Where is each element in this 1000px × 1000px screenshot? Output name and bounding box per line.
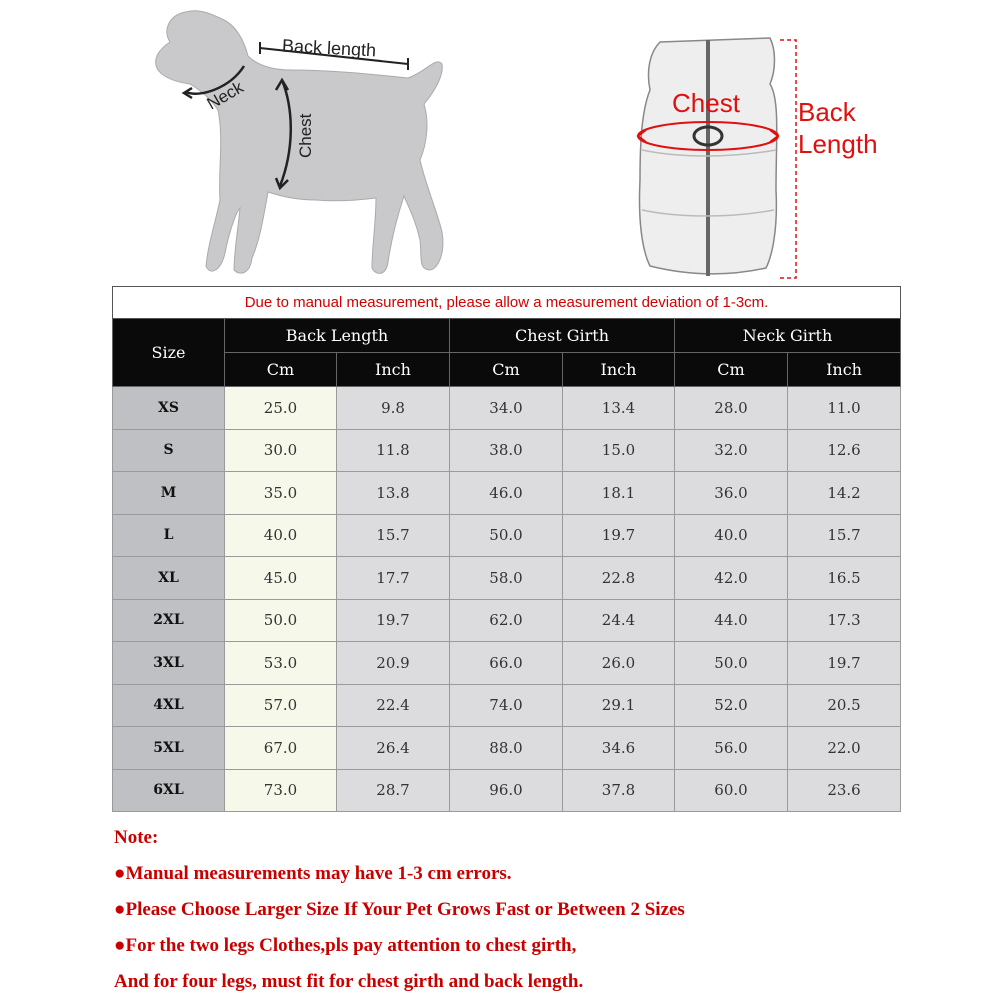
- table-row: [113, 472, 901, 515]
- note-line: And for four legs, must fit for chest girth and back length.: [114, 971, 584, 992]
- value-cell: 45.0: [225, 557, 337, 600]
- value-cell: 15.7: [337, 514, 450, 557]
- size-cell: 2XL: [113, 599, 225, 642]
- measurement-deviation-note: Due to manual measurement, please allow a measurement deviation of 1-3cm.: [113, 287, 901, 319]
- value-cell: 58.0: [450, 557, 563, 600]
- value-cell: 50.0: [675, 642, 788, 685]
- value-cell: 20.5: [788, 684, 901, 727]
- value-cell: 19.7: [563, 514, 675, 557]
- value-cell: 24.4: [563, 599, 675, 642]
- value-cell: 74.0: [450, 684, 563, 727]
- value-cell: 17.3: [788, 599, 901, 642]
- table-row: [113, 684, 901, 727]
- table-row: [113, 727, 901, 770]
- value-cell: 26.4: [337, 727, 450, 770]
- unit-header: Cm: [675, 353, 788, 387]
- value-cell: 52.0: [675, 684, 788, 727]
- unit-header: Inch: [337, 353, 450, 387]
- value-cell: 11.8: [337, 429, 450, 472]
- value-cell: 73.0: [225, 769, 337, 812]
- table-row: [113, 387, 901, 430]
- size-cell: 4XL: [113, 684, 225, 727]
- value-cell: 44.0: [675, 599, 788, 642]
- vest-back-length-line: [780, 40, 796, 278]
- value-cell: 19.7: [337, 599, 450, 642]
- value-cell: 30.0: [225, 429, 337, 472]
- dog-back-length-label: Back length: [281, 35, 377, 61]
- size-header: Size: [113, 319, 225, 387]
- value-cell: 28.0: [675, 387, 788, 430]
- value-cell: 22.8: [563, 557, 675, 600]
- value-cell: 50.0: [225, 599, 337, 642]
- size-cell: XS: [113, 387, 225, 430]
- value-cell: 36.0: [675, 472, 788, 515]
- note-line: ●For the two legs Clothes,pls pay attention to chest girth,: [114, 935, 577, 956]
- value-cell: 57.0: [225, 684, 337, 727]
- value-cell: 60.0: [675, 769, 788, 812]
- value-cell: 46.0: [450, 472, 563, 515]
- size-cell: 6XL: [113, 769, 225, 812]
- neck-girth-header: Neck Girth: [675, 319, 901, 353]
- value-cell: 11.0: [788, 387, 901, 430]
- value-cell: 22.4: [337, 684, 450, 727]
- size-cell: XL: [113, 557, 225, 600]
- unit-header: Inch: [563, 353, 675, 387]
- value-cell: 26.0: [563, 642, 675, 685]
- value-cell: 20.9: [337, 642, 450, 685]
- table-row: [113, 769, 901, 812]
- size-cell: S: [113, 429, 225, 472]
- table-row: [113, 429, 901, 472]
- back-length-header: Back Length: [225, 319, 450, 353]
- vest-back-length-label: [798, 96, 878, 160]
- value-cell: 34.0: [450, 387, 563, 430]
- value-cell: 53.0: [225, 642, 337, 685]
- measurement-illustrations: [0, 0, 1000, 290]
- chest-girth-header: Chest Girth: [450, 319, 675, 353]
- unit-header: Cm: [450, 353, 563, 387]
- table-row: [113, 642, 901, 685]
- note-line: ●Manual measurements may have 1-3 cm errors.: [114, 863, 512, 884]
- value-cell: 67.0: [225, 727, 337, 770]
- value-cell: 28.7: [337, 769, 450, 812]
- vest-back-label-line2: Length: [798, 129, 878, 159]
- table-row: [113, 557, 901, 600]
- value-cell: 37.8: [563, 769, 675, 812]
- value-cell: 96.0: [450, 769, 563, 812]
- table-row: [113, 514, 901, 557]
- value-cell: 13.4: [563, 387, 675, 430]
- value-cell: 15.0: [563, 429, 675, 472]
- value-cell: 88.0: [450, 727, 563, 770]
- value-cell: 29.1: [563, 684, 675, 727]
- value-cell: 66.0: [450, 642, 563, 685]
- notes-title: Note:: [114, 827, 159, 848]
- table-row: [113, 599, 901, 642]
- size-cell: 3XL: [113, 642, 225, 685]
- vest-back-label-line1: Back: [798, 97, 856, 127]
- dog-chest-label: Chest: [296, 113, 315, 158]
- value-cell: 40.0: [675, 514, 788, 557]
- size-cell: 5XL: [113, 727, 225, 770]
- value-cell: 38.0: [450, 429, 563, 472]
- size-cell: L: [113, 514, 225, 557]
- value-cell: 35.0: [225, 472, 337, 515]
- size-chart: [112, 286, 900, 812]
- value-cell: 18.1: [563, 472, 675, 515]
- vest-chest-label: Chest: [672, 88, 740, 118]
- value-cell: 56.0: [675, 727, 788, 770]
- note-line: ●Please Choose Larger Size If Your Pet Grows Fast or Between 2 Sizes: [114, 899, 685, 920]
- size-table: [112, 286, 901, 812]
- value-cell: 34.6: [563, 727, 675, 770]
- value-cell: 42.0: [675, 557, 788, 600]
- unit-header: Cm: [225, 353, 337, 387]
- value-cell: 32.0: [675, 429, 788, 472]
- dog-neck-label: Neck: [203, 77, 247, 114]
- unit-header: Inch: [788, 353, 901, 387]
- value-cell: 62.0: [450, 599, 563, 642]
- value-cell: 16.5: [788, 557, 901, 600]
- value-cell: 50.0: [450, 514, 563, 557]
- value-cell: 15.7: [788, 514, 901, 557]
- value-cell: 19.7: [788, 642, 901, 685]
- value-cell: 14.2: [788, 472, 901, 515]
- value-cell: 23.6: [788, 769, 901, 812]
- value-cell: 17.7: [337, 557, 450, 600]
- size-cell: M: [113, 472, 225, 515]
- value-cell: 22.0: [788, 727, 901, 770]
- value-cell: 12.6: [788, 429, 901, 472]
- size-rows: [113, 387, 901, 812]
- notes-section: [114, 820, 994, 1000]
- value-cell: 13.8: [337, 472, 450, 515]
- value-cell: 9.8: [337, 387, 450, 430]
- value-cell: 25.0: [225, 387, 337, 430]
- value-cell: 40.0: [225, 514, 337, 557]
